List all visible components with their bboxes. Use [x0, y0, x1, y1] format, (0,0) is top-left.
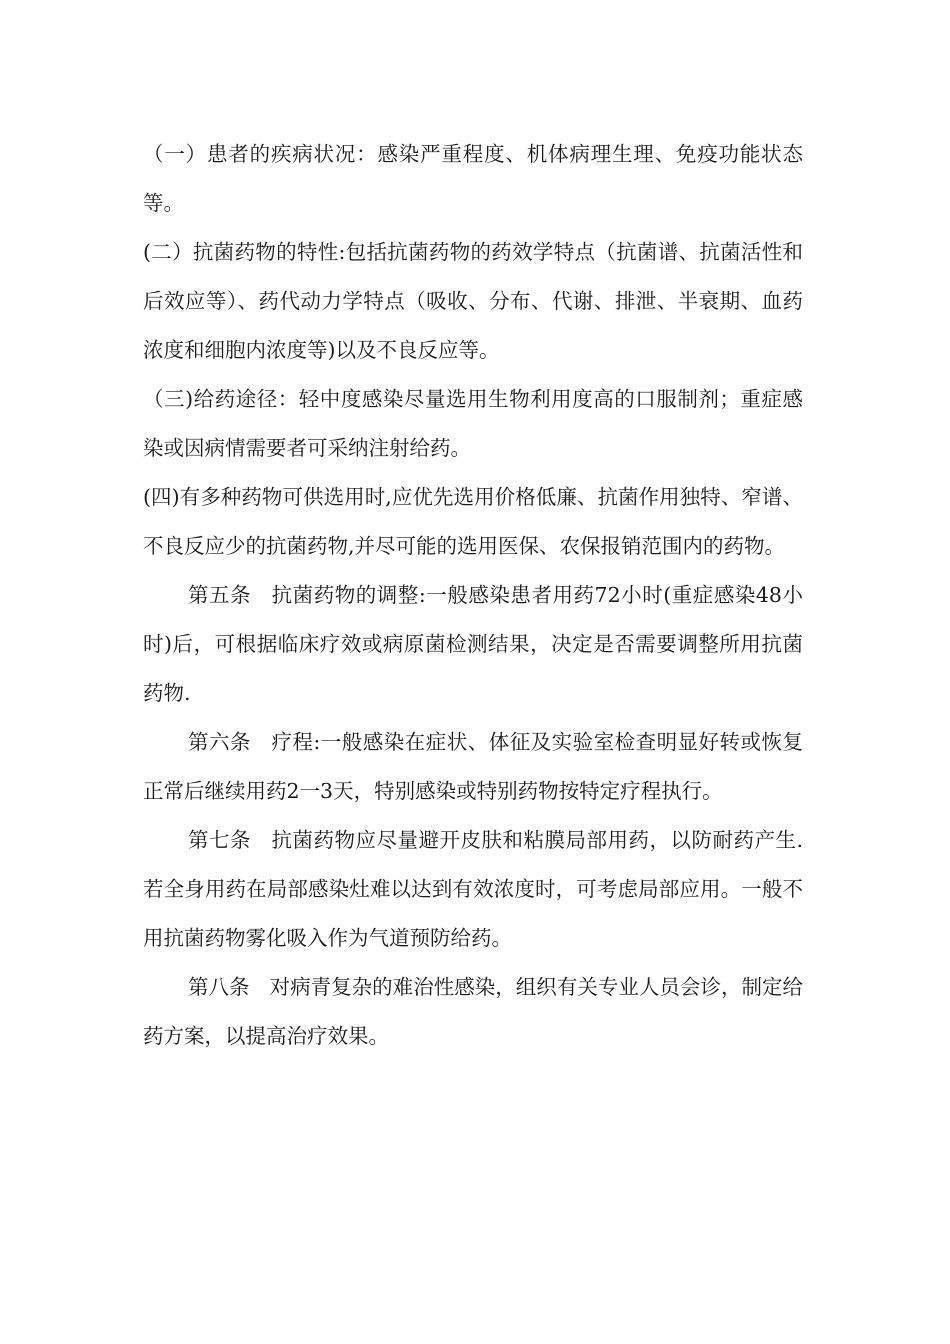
article-text: 抗菌药物的调整:一般感染患者用药72小时(重症感染48小时)后，可根据临床疗效或病原菌检测结果，决定是否需要调整所用抗菌药物. — [143, 583, 804, 705]
list-item-drug-properties: (二）抗菌药物的特性:包括抗菌药物的药效学特点（抗菌谱、抗菌活性和后效应等）、药代动力学特点（吸收、分布、代谢、排泄、半衰期、血药浓度和细胞内浓度等)以及不良反应等。 — [143, 240, 803, 362]
article-5 — [143, 571, 803, 718]
article-label: 第六条 — [188, 730, 251, 754]
list-item-drug-selection: (四)有多种药物可供选用时,应优先选用价格低廉、抗菌作用独特、窄谱、不良反应少的抗菌药物,并尽可能的选用医保、农保报销范围内的药物。 — [143, 485, 803, 558]
article-label: 第五条 — [188, 583, 252, 607]
list-item-administration-route: （三)给药途径：轻中度感染尽量选用生物利用度高的口服制剂；重症感染或因病情需要者可采纳注射给药。 — [143, 387, 803, 460]
article-7 — [143, 816, 803, 963]
document-body — [143, 130, 803, 1061]
article-label: 第八条 — [188, 975, 250, 999]
article-label: 第七条 — [188, 828, 251, 852]
list-item-patient-condition: （一）患者的疾病状况：感染严重程度、机体病理生理、免疫功能状态等。 — [143, 142, 803, 215]
article-text: 抗菌药物应尽量避开皮肤和粘膜局部用药，以防耐药产生.若全身用药在局部感染灶难以达到有效浓度时，可考虑局部应用。一般不用抗菌药物雾化吸入作为气道预防给药。 — [143, 828, 804, 950]
article-8 — [143, 963, 803, 1061]
article-text: 对病青复杂的难治性感染，组织有关专业人员会诊，制定给药方案，以提高治疗效果。 — [143, 975, 804, 1048]
article-text: 疗程:一般感染在症状、体征及实验室检查明显好转或恢复正常后继续用药2一3天，特别感染或特别药物按特定疗程执行。 — [143, 730, 804, 803]
article-6 — [143, 718, 803, 816]
